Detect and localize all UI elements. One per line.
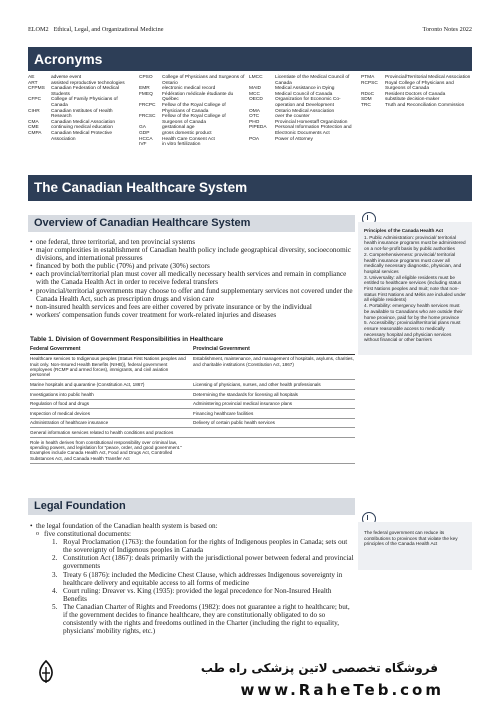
acronyms-column <box>361 75 472 109</box>
table-row <box>30 419 355 429</box>
acronym-definition: Provincial/Territorial Medical Association <box>385 75 471 80</box>
acronym-item <box>28 97 133 108</box>
acronym-item <box>28 86 133 97</box>
acronym-definition: Royal College of Physicians and Surgeons of Canada <box>385 80 454 92</box>
legal-list <box>52 538 354 635</box>
legal-item-text: Royal Proclamation (1763): the foundation for the rights of Indigenous peoples in Canada; sets out the sovereignty of Indigenous peoples in Canada <box>63 538 348 555</box>
table-row <box>30 380 355 390</box>
overview-list <box>30 238 356 319</box>
acronym-definition: substitute decision-maker <box>385 97 440 103</box>
acronym-definition: Fédération médicale étudiante du Québec <box>162 91 234 103</box>
acronym-abbr: OECD <box>249 97 263 103</box>
acronym-item <box>28 109 133 120</box>
acronym-item <box>139 142 246 148</box>
table-cell-federal: Investigations into public health <box>30 391 94 397</box>
table-header-cell: Provincial Government <box>193 345 250 352</box>
table-cell-federal: Inspection of medical devices <box>30 410 91 416</box>
overview-bullet: • each provincial/territorial plan must cover all medically necessary health services and remain in compliance with the Canada Health Act in order to receive federal transfers <box>30 270 356 286</box>
legal-heading: Legal Foundation <box>28 498 355 515</box>
watermark-url[interactable]: www.RaheTeb.com <box>240 681 444 699</box>
acronym-abbr: FRCSC <box>139 114 156 120</box>
table-row <box>30 390 355 400</box>
table-row <box>30 355 355 381</box>
legal-item <box>52 587 354 603</box>
header-book: Toronto Notes 2022 <box>422 26 472 33</box>
acronym-abbr: CFPC <box>28 97 42 103</box>
overview-bullet: • financed by both the public (70%) and private (30%) sectors <box>30 262 356 270</box>
table-cell-federal: Administration of healthcare insurance <box>30 420 109 426</box>
principle-item: 2. Comprehensiveness: provincial/ territorial health insurance programs must cover all medically necessary diagnostic, physician, and hospital services <box>364 251 462 274</box>
legal-item-number: 2. <box>52 554 58 563</box>
legal-item-number: 5. <box>52 602 58 611</box>
acronym-item <box>361 81 472 92</box>
responsibilities-table <box>30 345 355 464</box>
legal-sub: o five constitutional documents: <box>30 530 354 538</box>
legal-item <box>52 571 354 587</box>
acronym-abbr: EMR <box>139 86 150 92</box>
acronym-abbr: CFPMS <box>28 86 45 92</box>
table-cell-provincial: Licensing of physicians, nurses, and other health professionals <box>193 382 321 387</box>
overview-bullet: • provincial/territorial governments may choose to offer and fund supplementary services not covered under the Canada Health Act, such as prescription drugs and vision care <box>30 287 356 303</box>
acronym-definition: Canadian Medical Association <box>51 119 115 125</box>
table-cell-provincial: Establishment, maintenance, and management of hospitals, asylums, charities, and charitable institutions (Constitution Act, 1867) <box>193 356 354 367</box>
acronym-definition: Personal Information Protection and Electronic Documents Act <box>275 125 352 136</box>
principle-item: 1. Public Administration: provincial/ territorial health insurance programs must be administered on a not-for-profit basis by public authorities <box>364 234 466 252</box>
acronym-definition: gestational age <box>162 125 195 131</box>
legal-item <box>52 554 354 570</box>
acronym-item <box>361 103 472 109</box>
acronym-abbr: CIHR <box>28 108 40 114</box>
table-cell-provincial: Financing healthcare facilities <box>193 410 254 416</box>
acronym-item <box>139 92 246 103</box>
acronym-item <box>249 97 355 108</box>
acronym-abbr: FRCPC <box>139 102 156 108</box>
legal-item-number: 1. <box>52 538 58 547</box>
acronym-definition: electronic medical record <box>162 86 216 92</box>
table-row <box>30 409 355 419</box>
table-cell-provincial: Delivery of certain public health services <box>193 420 275 426</box>
overview-heading: Overview of Canadian Healthcare System <box>28 215 355 232</box>
acronym-definition: Ontario Medical Association <box>275 108 335 114</box>
note-text: The federal government can reduce its contributions to provinces that violate the key principles of the Canada Health Act <box>364 530 458 547</box>
overview-bullet: • non-insured health services and fees are either covered by private insurance or by the individual <box>30 303 356 311</box>
watermark <box>0 655 500 705</box>
table-cell-federal: Healthcare services to Indigenous peoples (Status First Nations peoples and Inuit only. Non-Insured Health Benefits (NIHB)), federal government employees (RCMP and armed forces), immigrants, and civil aviation personnel <box>30 356 186 378</box>
acronym-abbr: PHO <box>249 119 260 125</box>
principle-item: 4. Portability: emergency health services must be available to Canadians who are outside their home province, paid for by the home province <box>364 303 463 320</box>
header-code: ELOM2 <box>28 26 49 33</box>
header-chapter: Ethical, Legal, and Organizational Medicine <box>53 26 164 33</box>
acronym-abbr: POA <box>249 136 260 142</box>
acronym-definition: over the counter <box>275 114 310 120</box>
acronym-abbr: GDP <box>139 130 150 136</box>
acronym-item <box>249 125 355 136</box>
principles-sidebar <box>358 222 472 355</box>
section-banner: The Canadian Healthcare System <box>28 175 472 201</box>
acronym-abbr: OMA <box>249 108 260 114</box>
table-cell-provincial: Determining the standards for licensing all hospitals <box>193 391 298 397</box>
table-cell-federal: Marine hospitals and quarantine (Constitution Act, 1867) <box>30 382 145 387</box>
acronym-definition: Fellow of the Royal College of Physicians of Canada <box>162 102 226 114</box>
acronym-abbr: PIPEDA <box>249 125 267 131</box>
note-sidebar <box>358 522 472 570</box>
acronym-abbr: CPSO <box>139 75 153 80</box>
table-cell-federal: General information services related to health conditions and practices <box>30 429 174 435</box>
acronym-item <box>249 75 355 86</box>
acronyms-banner: Acronyms <box>28 47 472 71</box>
acronym-definition: Organization for Economic Co-operation and Development <box>275 97 341 108</box>
acronym-abbr: FMEQ <box>139 91 153 97</box>
acronym-definition: gross domestic product <box>162 130 212 136</box>
overview-bullet: • workers' compensation funds cover treatment for work-related injuries and diseases <box>30 311 356 319</box>
table-cell-provincial <box>191 428 355 437</box>
acronym-definition: Truth and Reconciliation Commission <box>385 102 465 108</box>
principles-title: Principles of the Canada Health Act <box>364 228 444 233</box>
table-header-cell: Federal Government <box>30 345 81 352</box>
overview-bullet: • one federal, three territorial, and ten provincial systems <box>30 238 356 246</box>
acronym-abbr: MCC <box>249 91 260 97</box>
acronym-definition: Licentiate of the Medical Council of Canada <box>275 75 350 86</box>
overview-bullet: • major complexities in establishment of Canadian health policy include geographical diversity, socioeconomic divisions, and international pressures <box>30 246 356 262</box>
acronyms-column <box>28 75 133 142</box>
acronym-item <box>249 137 355 143</box>
table-cell-federal: Regulation of food and drugs <box>30 401 89 407</box>
table-cell-provincial: Administering provincial medical insurance plans <box>193 401 293 407</box>
acronym-definition: Canadian Federation of Medical Students <box>51 86 119 97</box>
acronym-definition: Canadian Medical Protective Association <box>51 130 113 142</box>
acronym-abbr: IVF <box>139 142 147 148</box>
acronym-abbr: PTMA <box>361 75 375 80</box>
acronym-definition: Power of Attorney <box>275 136 313 142</box>
table-header-row <box>30 345 355 355</box>
acronym-definition: continuing medical education <box>51 125 113 131</box>
legal-item-text: Constitution Act (1867): deals primarily with the jurisdictional power between federal and provincial governments <box>63 554 354 571</box>
legal-item-number: 4. <box>52 586 58 595</box>
acronym-definition: Canadian Institutes of Health Research <box>51 108 113 120</box>
legal-intro: • the legal foundation of the Canadian health system is based on: <box>30 522 354 530</box>
acronym-abbr: CME <box>28 125 39 131</box>
acronym-abbr: RCPSC <box>361 80 378 86</box>
acronym-abbr: AE <box>28 75 35 80</box>
legal-item <box>52 538 354 554</box>
legal-item-number: 3. <box>52 570 58 579</box>
table-cell-federal: Role in health derives from constitutional responsibility over criminal law, spending powers, and legislation for "peace, order, and good government." Examples include Canada Health Act, Food and Drugs Act, Controlled Substances Act, and Canada Health Transfer Act <box>30 439 182 461</box>
watermark-persian-text: فروشگاه تخصصی لاتین پزشکی راه طب <box>200 661 438 675</box>
acronym-abbr: RDoC <box>361 91 375 97</box>
acronym-abbr: TRC <box>361 102 371 108</box>
table-title: Table 1. Division of Government Responsibilities in Healthcare <box>30 336 224 343</box>
principle-item: 3. Universality: all eligible residents must be entitled to healthcare services (including status First Nations peoples and Inuit; note that non-status First Nations and Métis are included under all eligible residents) <box>364 274 466 303</box>
acronym-abbr: GA <box>139 125 146 131</box>
acronym-abbr: HCCA <box>139 136 153 142</box>
acronym-abbr: LMCC <box>249 75 263 80</box>
acronym-abbr: MAID <box>249 86 261 92</box>
acronym-definition: College of Physicians and Surgeons of Ontario <box>162 75 245 86</box>
acronym-definition: Resident Doctors of Canada <box>385 91 446 97</box>
acronym-definition: Provincial Homestaff Organization <box>275 119 348 125</box>
acronym-definition: Medical Assistance in Dying <box>275 86 335 92</box>
acronyms-grid <box>28 75 472 171</box>
legal-item-text: Treaty 6 (1876): included the Medicine Chest Clause, which addresses Indigenous sovereignty in healthcare delivery and equitable access to all forms of medicine <box>63 570 343 587</box>
acronyms-column <box>249 75 355 142</box>
acronym-definition: College of Family Physicians of Canada <box>51 97 118 108</box>
acronym-item <box>139 114 246 125</box>
acronym-definition: Fellow of the Royal College of Surgeons of Canada <box>162 114 226 125</box>
table-row <box>30 428 355 438</box>
legal-item <box>52 603 354 635</box>
acronym-abbr: CMA <box>28 119 39 125</box>
table-row <box>30 400 355 410</box>
acronym-definition: assisted reproductive technologies <box>51 80 125 86</box>
acronym-definition: Health Care Consent Act <box>162 136 215 142</box>
acronym-abbr: OTC <box>249 114 260 120</box>
legal-body <box>30 522 354 635</box>
running-header <box>28 26 472 38</box>
acronyms-column <box>139 75 246 148</box>
acronym-definition: Medical Council of Canada <box>275 91 333 97</box>
legal-item-text: The Canadian Charter of Rights and Freedoms (1982): does not guarantee a right to healthcare; but, if the government decides to finance healthcare, they are constitutionally obligated to do so consistently with the rights and freedoms outlined in the Charter (including the right to equality, physicians' mobility rights, etc.) <box>63 602 350 636</box>
acronym-definition: in vitro fertilization <box>162 142 201 148</box>
raheteb-logo-icon <box>34 659 58 687</box>
legal-item-text: Court ruling: Dreaver vs. King (1935): provided the legal precedence for Non-Insured Health Benefits <box>63 586 332 603</box>
table-row <box>30 438 355 464</box>
table-cell-provincial <box>191 438 355 463</box>
acronym-item <box>139 103 246 114</box>
acronym-abbr: SDM <box>361 97 372 103</box>
acronym-item <box>139 75 246 86</box>
acronym-abbr: ART <box>28 80 38 86</box>
acronym-definition: adverse event <box>51 75 82 80</box>
acronym-item <box>28 131 133 142</box>
acronym-abbr: CMPA <box>28 130 42 136</box>
principle-item: 5. Accessibility: provincial/territorial plans must ensure reasonable access to medically necessary hospital and physician services without financial or other barriers <box>364 320 461 343</box>
